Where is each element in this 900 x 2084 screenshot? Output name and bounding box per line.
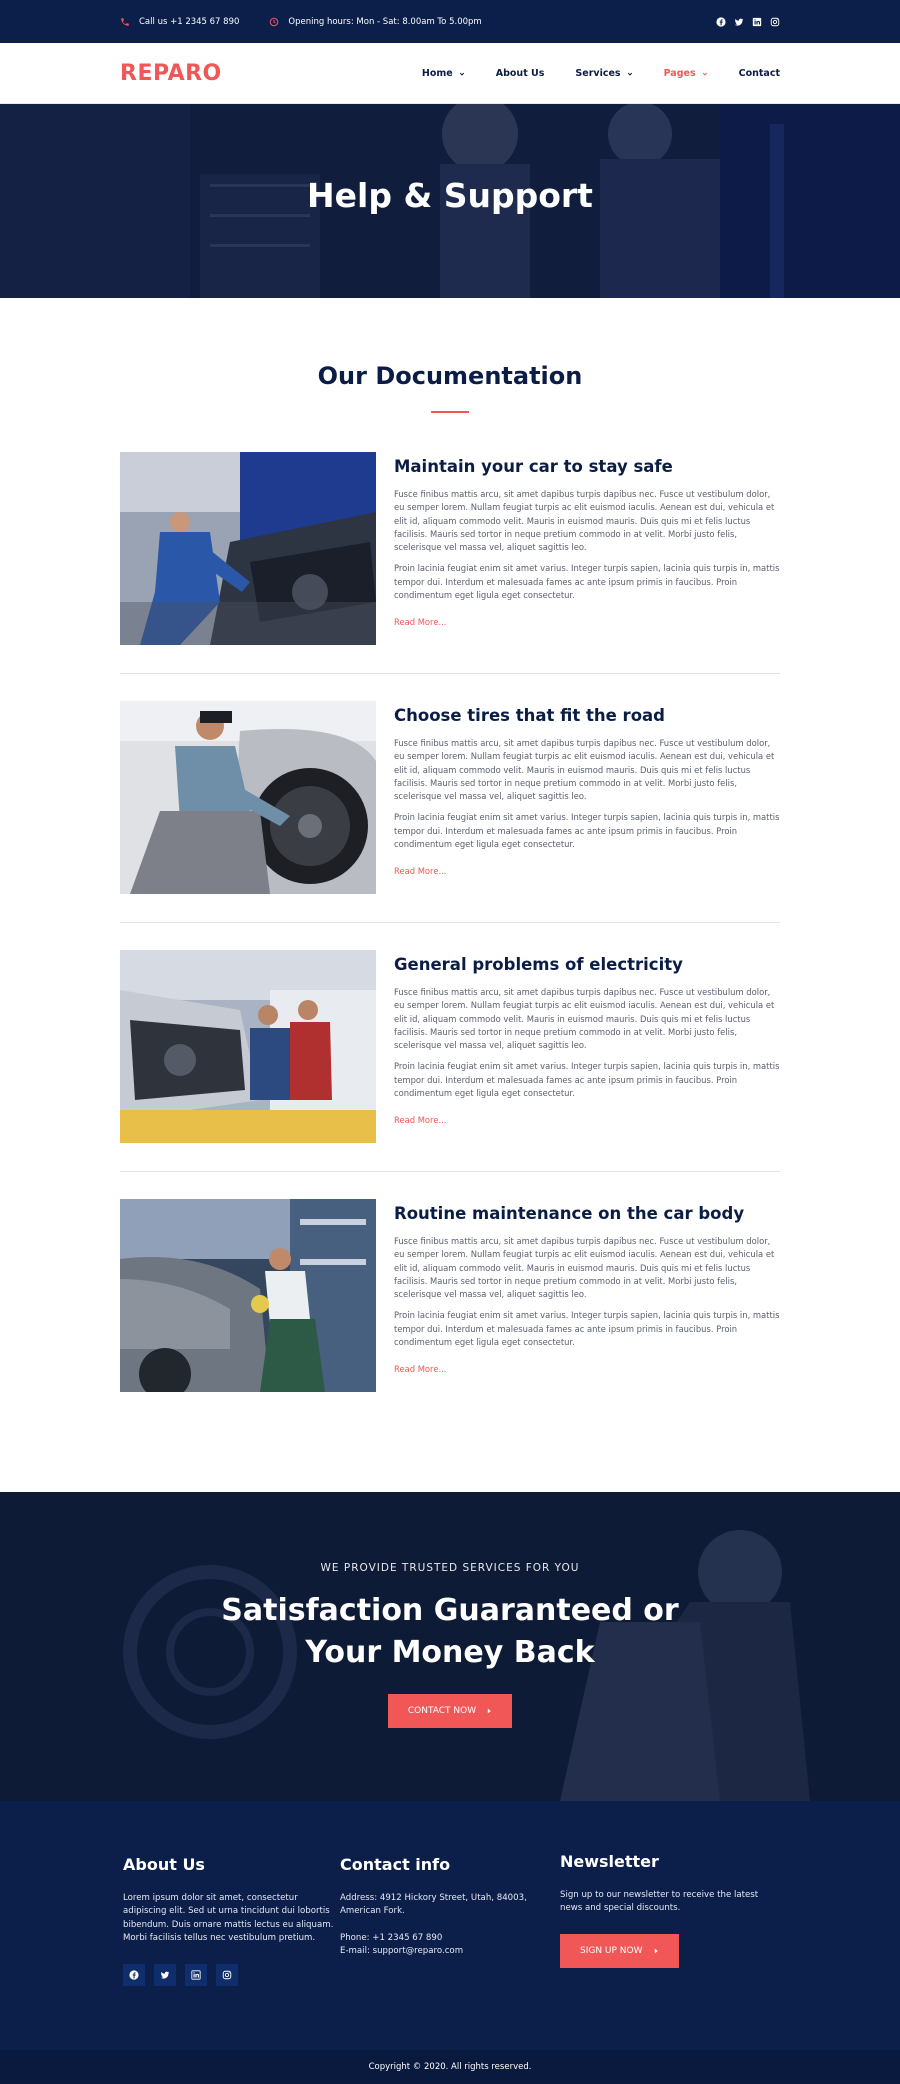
copyright-text: Copyright © 2020. All rights reserved. [368, 2062, 532, 2072]
nav-item-label: Services [575, 68, 621, 79]
cta-content [0, 1562, 900, 1728]
caret-right-icon [486, 1708, 492, 1714]
doc-item [120, 452, 780, 674]
read-more-link[interactable]: Read More... [394, 1115, 447, 1126]
contact-now-button[interactable] [388, 1694, 512, 1728]
cta-title [0, 1590, 900, 1674]
cta-banner [0, 1492, 900, 1801]
doc-title: Choose tires that fit the road [394, 706, 665, 725]
doc-item [120, 1199, 780, 1420]
nav-item-label: Pages [663, 68, 696, 79]
doc-image-electricity [120, 950, 376, 1143]
top-bar [0, 0, 900, 43]
nav-item-label: About Us [495, 68, 545, 79]
doc-paragraph: Fusce finibus mattis arcu, sit amet dapibus turpis dapibus nec. Fusce ut vestibulum dolor, eu semper lorem. Nullam feugiat turpis ac elit euismod iaculis. Aenean est dui, vehicula et elit id, aliquam commodo velit. Mauris in euismod mauris. Duis quis mi et felis luctus facilisis. Mauris sed tortor in neque pretium commodo in at velit. Morbi justo felis, scelerisque vel massa vel, aliquet sagittis leo. [394, 1236, 775, 1300]
clock-icon [269, 17, 279, 27]
instagram-icon[interactable] [216, 1964, 238, 1986]
sign-up-button[interactable] [560, 1934, 679, 1968]
phone-text: Call us +1 2345 67 890 [139, 16, 240, 27]
doc-paragraph: Proin lacinia feugiat enim sit amet varius. Integer turpis sapien, lacinia quis turpis in, mattis tempor dui. Interdum et malesuada fames ac ante ipsum primis in faucibus. Proin condimentum eget ligula eget consectetur. [394, 563, 780, 601]
doc-item [120, 701, 780, 923]
twitter-icon[interactable] [734, 17, 744, 27]
footer [0, 1801, 900, 2050]
page-title: Help & Support [307, 176, 593, 215]
copyright-bar [0, 2050, 900, 2084]
hours-info [269, 17, 481, 27]
footer-heading: Contact info [340, 1855, 451, 1874]
doc-title: Maintain your car to stay safe [394, 457, 673, 476]
linkedin-icon[interactable] [752, 17, 762, 27]
footer-about [120, 1855, 340, 1986]
topbar-social [716, 17, 780, 27]
contact-email[interactable]: E-mail: support@reparo.com [340, 1946, 464, 1957]
chevron-down-icon [459, 71, 465, 77]
hours-text: Opening hours: Mon - Sat: 8.00am To 5.00pm [288, 16, 482, 27]
doc-image-car-body [120, 1199, 376, 1392]
chevron-down-icon [702, 71, 708, 77]
nav-menu [422, 68, 780, 79]
linkedin-icon[interactable] [185, 1964, 207, 1986]
facebook-icon[interactable] [123, 1964, 145, 1986]
nav-item-about[interactable] [496, 68, 545, 79]
footer-heading: About Us [123, 1855, 205, 1874]
doc-paragraph: Proin lacinia feugiat enim sit amet varius. Integer turpis sapien, lacinia quis turpis in, mattis tempor dui. Interdum et malesuada fames ac ante ipsum primis in faucibus. Proin condimentum eget ligula eget consectetur. [394, 1310, 780, 1348]
read-more-link[interactable]: Read More... [394, 1364, 447, 1375]
nav-item-label: Home [421, 68, 453, 79]
cta-title-line: Your Money Back [305, 1635, 595, 1670]
main-navbar [0, 43, 900, 104]
footer-social [123, 1964, 340, 1986]
facebook-icon[interactable] [716, 17, 726, 27]
instagram-icon[interactable] [770, 17, 780, 27]
caret-right-icon [653, 1948, 659, 1954]
newsletter-text: Sign up to our newsletter to receive the latest news and special discounts. [560, 1890, 759, 1914]
contact-phone: Phone: +1 2345 67 890 [340, 1932, 443, 1943]
page-hero [0, 104, 900, 298]
twitter-icon[interactable] [154, 1964, 176, 1986]
cta-kicker: WE PROVIDE TRUSTED SERVICES FOR YOU [320, 1562, 580, 1574]
button-label: SIGN UP NOW [580, 1945, 643, 1956]
footer-heading: Newsletter [560, 1852, 659, 1871]
read-more-link[interactable]: Read More... [394, 617, 447, 628]
cta-title-line: Satisfaction Guaranteed or [221, 1593, 679, 1628]
doc-paragraph: Fusce finibus mattis arcu, sit amet dapibus turpis dapibus nec. Fusce ut vestibulum dolor, eu semper lorem. Nullam feugiat turpis ac elit euismod iaculis. Aenean est dui, vehicula et elit id, aliquam commodo velit. Mauris in euismod mauris. Duis quis mi et felis luctus facilisis. Mauris sed tortor in neque pretium commodo in at velit. Morbi justo felis, scelerisque vel massa vel, aliquet sagittis leo. [394, 738, 775, 802]
section-title: Our Documentation [317, 362, 583, 390]
doc-paragraph: Proin lacinia feugiat enim sit amet varius. Integer turpis sapien, lacinia quis turpis in, mattis tempor dui. Interdum et malesuada fames ac ante ipsum primis in faucibus. Proin condimentum eget ligula eget consectetur. [394, 812, 780, 850]
chevron-down-icon [627, 71, 633, 77]
footer-newsletter [560, 1852, 780, 1986]
logo[interactable]: REPARO [120, 61, 222, 86]
nav-item-home[interactable] [422, 68, 465, 79]
footer-contact [340, 1855, 560, 1986]
doc-image-tire [120, 701, 376, 894]
doc-paragraph: Fusce finibus mattis arcu, sit amet dapibus turpis dapibus nec. Fusce ut vestibulum dolor, eu semper lorem. Nullam feugiat turpis ac elit euismod iaculis. Aenean est dui, vehicula et elit id, aliquam commodo velit. Mauris in euismod mauris. Duis quis mi et felis luctus facilisis. Mauris sed tortor in neque pretium commodo in at velit. Morbi justo felis, scelerisque vel massa vel, aliquet sagittis leo. [394, 987, 775, 1051]
title-divider [431, 411, 469, 413]
button-label: CONTACT NOW [407, 1706, 477, 1716]
nav-item-contact[interactable] [739, 68, 780, 79]
phone-info [120, 17, 239, 27]
nav-item-services[interactable] [575, 68, 632, 79]
phone-icon [120, 17, 130, 27]
documentation-section [0, 298, 900, 1492]
doc-title: General problems of electricity [394, 955, 683, 974]
doc-image-engine [120, 452, 376, 645]
doc-paragraph: Proin lacinia feugiat enim sit amet varius. Integer turpis sapien, lacinia quis turpis in, mattis tempor dui. Interdum et malesuada fames ac ante ipsum primis in faucibus. Proin condimentum eget ligula eget consectetur. [394, 1061, 780, 1099]
nav-item-label: Contact [738, 68, 780, 79]
doc-item [120, 950, 780, 1172]
footer-about-text: Lorem ipsum dolor sit amet, consectetur adipiscing elit. Sed ut urna tincidunt dui lobortis bibendum. Duis ornare mattis lectus eu aliquam. Morbi facilisis tellus nec vestibulum pretium. [123, 1893, 334, 1944]
contact-address: Address: 4912 Hickory Street, Utah, 84003, American Fork. [340, 1893, 527, 1917]
nav-item-pages[interactable] [664, 68, 708, 79]
doc-title: Routine maintenance on the car body [394, 1204, 745, 1223]
read-more-link[interactable]: Read More... [394, 866, 447, 877]
doc-paragraph: Fusce finibus mattis arcu, sit amet dapibus turpis dapibus nec. Fusce ut vestibulum dolor, eu semper lorem. Nullam feugiat turpis ac elit euismod iaculis. Aenean est dui, vehicula et elit id, aliquam commodo velit. Mauris in euismod mauris. Duis quis mi et felis luctus facilisis. Mauris sed tortor in neque pretium commodo in at velit. Morbi justo felis, scelerisque vel massa vel, aliquet sagittis leo. [394, 489, 775, 553]
